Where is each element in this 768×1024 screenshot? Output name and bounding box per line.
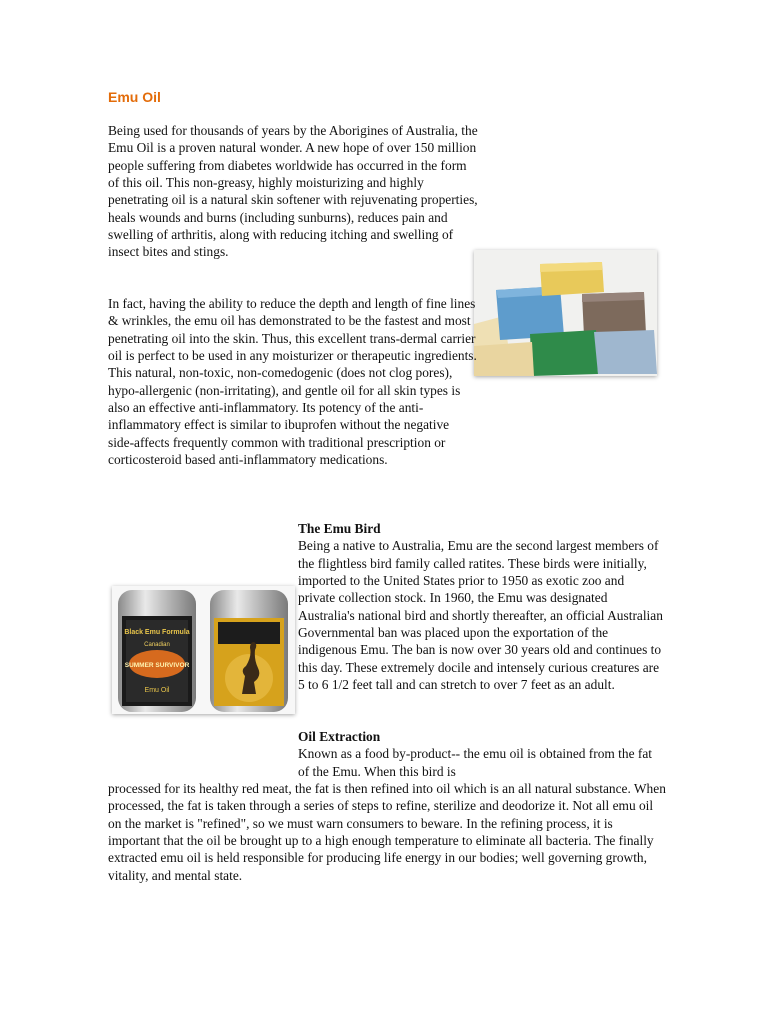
soap-bars-photo [474,250,657,376]
soap-bars-illustration [474,250,657,376]
emu-bird-text: Being a native to Australia, Emu are the second largest members of the flightless bird family called ratites. These birds were initially, imported to the United States prior to 1950 as exotic zoo and private collection stock. In 1960, the Emu was designated Australia's national bird and shortly thereafter, an official Australian Governmental ban was placed upon the exportation of the indigenous Emu. The ban is now over 30 years old and continues to this day. These extremely docile and intensely curious creatures are 5 to 6 1/2 feet tall and can stretch to over 7 feet as an adult. [298,538,663,693]
left-bottle-brand: Black Emu Formula [124,629,190,636]
left-bottle-sub: Canadian [144,642,170,648]
emu-bird-section [298,520,663,693]
emu-oil-bottles-photo [112,586,295,714]
benefits-paragraph: In fact, having the ability to reduce the depth and length of fine lines & wrinkles, the emu oil has demonstrated to be the fastest and most penetrating oil into the skin. Thus, this excellent trans-dermal carrier oil is perfect to be used in any moisturizer or therapeutic ingredients. This natural, non-toxic, non-comedogenic (does not clog pores), hypo-allergenic (non-irritating), and gentle oil for all skin types is also an effective anti-inflammatory. Its potency of the anti-inflammatory effect is similar to ibuprofen without the negative side-affects frequently common with traditional prescription or corticosteroid based anti-inflammatory medications. [108,296,477,468]
oil-extraction-section [298,728,663,780]
bottles-illustration [112,586,295,714]
page-title: Emu Oil [108,89,161,105]
intro-paragraph: Being used for thousands of years by the Aborigines of Australia, the Emu Oil is a proven natural wonder. A new hope of over 150 million people suffering from diabetes worldwide has occurred in the form of this oil. This non-greasy, highly moisturizing and highly penetrating oil is a natural skin softener with rejuvenating properties, heals wounds and burns (including sunburns), reduces pain and swelling of arthritis, along with reducing itching and swelling of insect bites and stings. [108,123,478,260]
left-bottle-product: SUMMER SURVIVOR [124,662,190,669]
oil-extraction-heading: Oil Extraction [298,729,381,744]
emu-bird-heading: The Emu Bird [298,521,381,536]
oil-extraction-text-continued: processed for its healthy red meat, the fat is then refined into oil which is an all natural substance. When processed, the fat is taken through a series of steps to refine, sterilize and deodorize it. Not all emu oil on the market is "refined", so we must warn consumers to beware. In the refining process, it is important that the oil be brought up to a high enough temperature to eliminate all bacteria. The finally extracted emu oil is held responsible for producing life energy in our bodies; well governing growth, vitality, and mental state. [108,781,666,883]
left-bottle-footer: Emu Oil [144,687,170,694]
oil-extraction-text-start: Known as a food by-product-- the emu oil is obtained from the fat of the Emu. When this bird is [298,746,653,779]
